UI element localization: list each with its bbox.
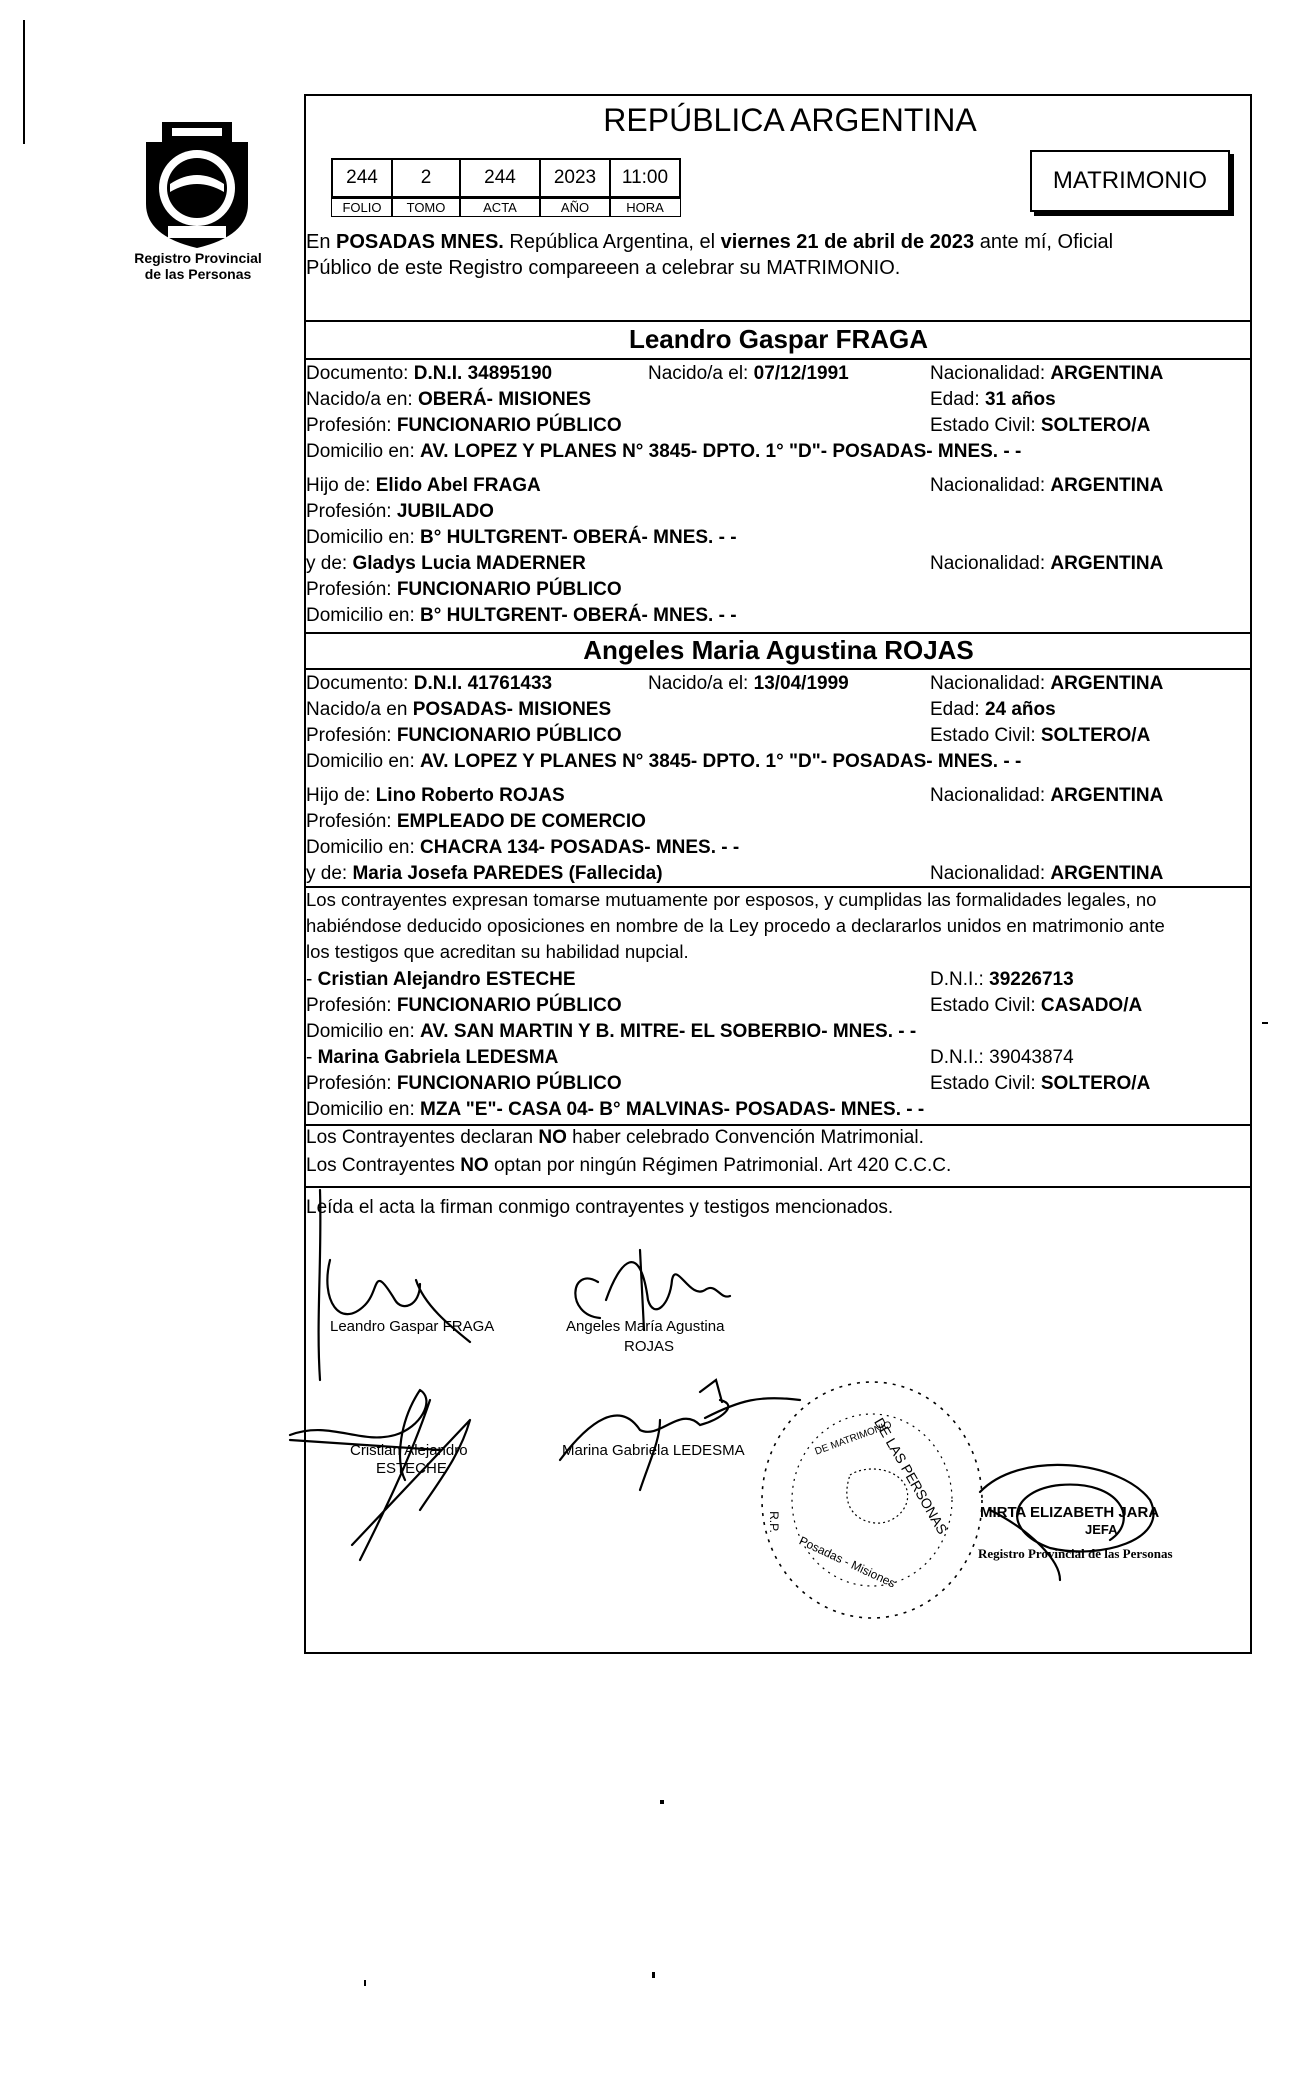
registry-name-1: Registro Provincial xyxy=(134,250,262,266)
closing-text: Leída el acta la firman conmigo contrayentes y testigos mencionados. xyxy=(306,1197,894,1218)
declaration-line-2: habiéndose deducido oposiciones en nombre de la Ley procedo a declararlos unidos en matrimonio ante xyxy=(306,915,1165,936)
spouse1-mother-prof: Profesión: FUNCIONARIO PÚBLICO xyxy=(306,579,622,600)
witness2-prof: Profesión: FUNCIONARIO PÚBLICO xyxy=(306,1073,622,1094)
witness1-dni: D.N.I.: 39226713 xyxy=(930,969,1074,990)
scan-mark xyxy=(1262,1022,1268,1024)
signature-officer xyxy=(980,1465,1154,1580)
witness2-name: - Marina Gabriela LEDESMA xyxy=(306,1047,559,1068)
witness1-prof: Profesión: FUNCIONARIO PÚBLICO xyxy=(306,995,622,1016)
scan-mark xyxy=(660,1800,664,1804)
spouse1-mother-nat: Nacionalidad: ARGENTINA xyxy=(930,553,1164,574)
hora-label: HORA xyxy=(609,198,681,217)
spouse2-addr: Domicilio en: AV. LOPEZ Y PLANES N° 3845- DPTO. 1° "D"- POSADAS- MNES. - - xyxy=(306,751,1022,772)
signature-spouse2 xyxy=(575,1250,730,1330)
signature-caption-spouse2-a: Angeles María Agustina xyxy=(566,1318,725,1335)
witness2-civil: Estado Civil: SOLTERO/A xyxy=(930,1073,1151,1094)
spouse1-name: Leandro Gaspar FRAGA xyxy=(628,324,929,354)
tomo-value: 2 xyxy=(391,158,461,198)
intro-line-2: Público de este Registro compareeen a celebrar su MATRIMONIO. xyxy=(306,257,901,279)
official-stamp xyxy=(755,1375,990,1625)
stamp-text-inner: DE MATRIMONIO xyxy=(813,1419,894,1458)
witness2-dni: D.N.I.: 39043874 xyxy=(930,1047,1074,1068)
tomo-label: TOMO xyxy=(391,198,461,217)
spouse1-born-on: Nacido/a el: 07/12/1991 xyxy=(648,363,849,384)
spouse2-name: Angeles Maria Agustina ROJAS xyxy=(583,635,974,665)
intro-line-1: En POSADAS MNES. República Argentina, el viernes 21 de abril de 2023 ante mí, Oficial xyxy=(306,231,1114,253)
spouse2-doc: Documento: D.N.I. 41761433 xyxy=(306,673,553,694)
signature-spouse1 xyxy=(319,1190,470,1380)
spouse2-mother: y de: Maria Josefa PAREDES (Fallecida) xyxy=(306,863,663,884)
witness1-civil: Estado Civil: CASADO/A xyxy=(930,995,1143,1016)
spouse1-father-addr: Domicilio en: B° HULTGRENT- OBERÁ- MNES. - - xyxy=(306,527,737,548)
spouse1-nat: Nacionalidad: ARGENTINA xyxy=(930,363,1164,384)
doc-type: MATRIMONIO xyxy=(1052,167,1208,194)
folio-label: FOLIO xyxy=(331,198,393,217)
witness1-name: - Cristian Alejandro ESTECHE xyxy=(306,969,576,990)
spouse2-prof: Profesión: FUNCIONARIO PÚBLICO xyxy=(306,725,622,746)
signature-caption-spouse2-b: ROJAS xyxy=(624,1338,675,1355)
spouse2-born-in: Nacido/a en POSADAS- MISIONES xyxy=(306,699,612,720)
convention-line-1: Los Contrayentes declaran NO haber celebrado Convención Matrimonial. xyxy=(306,1127,924,1148)
signature-witness1 xyxy=(290,1390,470,1560)
spouse2-born-on: Nacido/a el: 13/04/1999 xyxy=(648,673,849,694)
convention-line-2: Los Contrayentes NO optan por ningún Régimen Patrimonial. Art 420 C.C.C. xyxy=(306,1155,952,1176)
spouse2-father: Hijo de: Lino Roberto ROJAS xyxy=(306,785,565,806)
scan-mark xyxy=(652,1972,655,1978)
spouse2-civil: Estado Civil: SOLTERO/A xyxy=(930,725,1151,746)
spouse1-father-nat: Nacionalidad: ARGENTINA xyxy=(930,475,1164,496)
hora-value: 11:00 xyxy=(609,158,681,198)
spouse1-mother: y de: Gladys Lucia MADERNER xyxy=(306,553,586,574)
spouse1-doc: Documento: D.N.I. 34895190 xyxy=(306,363,553,384)
spouse1-mother-addr: Domicilio en: B° HULTGRENT- OBERÁ- MNES. - - xyxy=(306,605,737,626)
witness1-addr: Domicilio en: AV. SAN MARTIN Y B. MITRE- EL SOBERBIO- MNES. - - xyxy=(306,1021,917,1042)
declaration-line-1: Los contrayentes expresan tomarse mutuamente por esposos, y cumplidas las formalidades legales, no xyxy=(306,889,1157,910)
witness2-addr: Domicilio en: MZA "E"- CASA 04- B° MALVINAS- POSADAS- MNES. - - xyxy=(306,1099,925,1120)
folio-value: 244 xyxy=(331,158,393,198)
signature-caption-witness1-a: Cristian Alejandro xyxy=(350,1442,468,1459)
spouse1-civil: Estado Civil: SOLTERO/A xyxy=(930,415,1151,436)
stamp-text-bottom: Posadas - Misiones xyxy=(796,1533,898,1591)
officer-name: MIRTA ELIZABETH JARA xyxy=(980,1504,1160,1521)
spouse1-prof: Profesión: FUNCIONARIO PÚBLICO xyxy=(306,415,622,436)
spouse2-father-nat: Nacionalidad: ARGENTINA xyxy=(930,785,1164,806)
ano-label: AÑO xyxy=(539,198,611,217)
signature-caption-witness2: Marina Gabriela LEDESMA xyxy=(562,1442,745,1459)
stamp-text-top: DE LAS PERSONAS xyxy=(871,1415,951,1537)
officer-title: JEFA xyxy=(1085,1522,1118,1537)
signature-caption-witness1-b: ESTECHE xyxy=(376,1460,447,1477)
spouse2-age: Edad: 24 años xyxy=(930,699,1056,720)
spouse1-age: Edad: 31 años xyxy=(930,389,1056,410)
spouse2-father-addr: Domicilio en: CHACRA 134- POSADAS- MNES. - - xyxy=(306,837,740,858)
spouse1-addr: Domicilio en: AV. LOPEZ Y PLANES N° 3845- DPTO. 1° "D"- POSADAS- MNES. - - xyxy=(306,441,1022,462)
officer-office: Registro Provincial de las Personas xyxy=(978,1546,1173,1561)
declaration-line-3: los testigos que acreditan su habilidad nupcial. xyxy=(306,941,689,962)
spouse2-mother-nat: Nacionalidad: ARGENTINA xyxy=(930,863,1164,884)
spouse2-nat: Nacionalidad: ARGENTINA xyxy=(930,673,1164,694)
signature-caption-spouse1: Leandro Gaspar FRAGA xyxy=(330,1318,495,1335)
registry-name-2: de las Personas xyxy=(144,266,252,282)
spouse1-born-in: Nacido/a en: OBERÁ- MISIONES xyxy=(306,389,592,410)
stamp-text-side: R.P. xyxy=(766,1511,781,1533)
acta-value: 244 xyxy=(459,158,541,198)
spouse1-father: Hijo de: Elido Abel FRAGA xyxy=(306,475,541,496)
ano-value: 2023 xyxy=(539,158,611,198)
spouse1-father-prof: Profesión: JUBILADO xyxy=(306,501,494,522)
spouse2-father-prof: Profesión: EMPLEADO DE COMERCIO xyxy=(306,811,646,832)
scan-mark xyxy=(364,1980,366,1986)
acta-label: ACTA xyxy=(459,198,541,217)
stamp-seal-icon xyxy=(755,1375,990,1625)
country-title: REPÚBLICA ARGENTINA xyxy=(603,102,977,138)
